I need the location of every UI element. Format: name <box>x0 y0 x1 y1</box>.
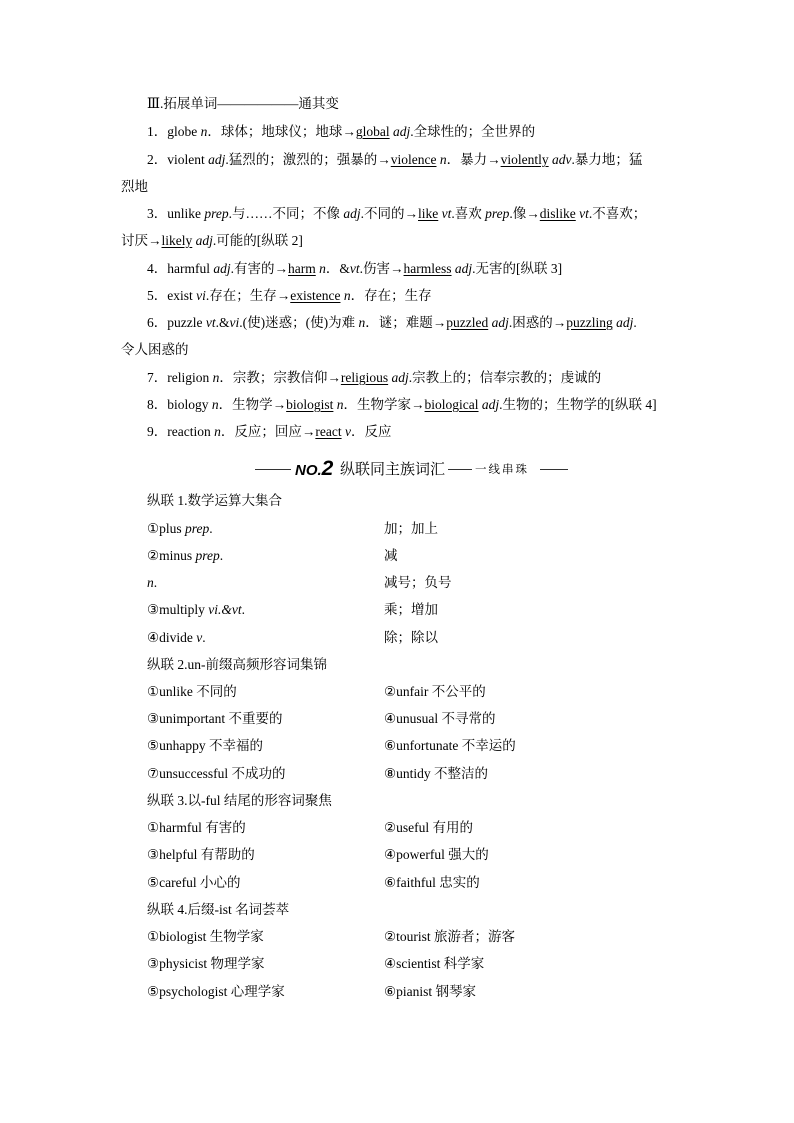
answer-blank: violence <box>390 152 437 167</box>
group3-item: ②useful 有用的 <box>384 820 473 835</box>
group-heading-2: 纵联 2.un-前缀高频形容词集锦 <box>147 657 327 672</box>
answer-blank: puzzled <box>446 315 489 330</box>
group1-word-5: ④divide v. <box>147 630 206 645</box>
group3-item: ⑤careful 小心的 <box>147 875 241 890</box>
answer-blank: global <box>355 124 390 139</box>
banner-rule-left <box>255 469 291 470</box>
group3-item: ①harmful 有害的 <box>147 820 246 835</box>
answer-blank: react <box>315 424 342 439</box>
vocab-item-6: 6．puzzle vt.&vi.(使)迷惑；(使)为难 n．谜；难题→puzzled adj.困惑的→puzzling adj. <box>147 315 637 330</box>
answer-blank: harm <box>288 261 316 276</box>
group-heading-1: 纵联 1.数学运算大集合 <box>147 493 282 508</box>
group1-meaning-5: 除；除以 <box>384 630 438 645</box>
group4-item: ②tourist 旅游者；游客 <box>384 929 515 944</box>
answer-blank: biologist <box>286 397 334 412</box>
group2-item: ②unfair 不公平的 <box>384 684 486 699</box>
answer-blank: puzzling <box>566 315 613 330</box>
group3-item: ④powerful 强大的 <box>384 847 489 862</box>
answer-blank: likely <box>161 233 193 248</box>
vocab-item-2-cont: 烈地 <box>121 179 148 194</box>
group4-item: ③physicist 物理学家 <box>147 956 265 971</box>
group1-word-4: ③multiply vi.&vt. <box>147 602 245 617</box>
group4-item: ④scientist 科学家 <box>384 956 485 971</box>
vocab-item-5: 5．exist vi.存在；生存→existence n．存在；生存 <box>147 288 432 303</box>
answer-blank: like <box>418 206 439 221</box>
group2-item: ①unlike 不同的 <box>147 684 237 699</box>
answer-blank: biological <box>424 397 479 412</box>
group1-meaning-4: 乘；增加 <box>384 602 438 617</box>
group4-item: ⑤psychologist 心理学家 <box>147 984 285 999</box>
answer-blank: dislike <box>539 206 576 221</box>
group2-item: ④unusual 不寻常的 <box>384 711 496 726</box>
answer-blank: religious <box>340 370 389 385</box>
vocab-item-7: 7．religion n．宗教；宗教信仰→religious adj.宗教上的；信奉宗教的；虔诚的 <box>147 370 602 385</box>
group4-item: ⑥pianist 钢琴家 <box>384 984 476 999</box>
group1-word-1: ①plus prep. <box>147 521 213 536</box>
group1-word-3: n. <box>147 575 158 590</box>
group2-item: ⑤unhappy 不幸福的 <box>147 738 263 753</box>
vocab-item-2: 2．violent adj.猛烈的；激烈的；强暴的→violence n．暴力→violently adv.暴力地；猛 <box>147 152 643 167</box>
vocab-item-3-cont: 讨厌→likely adj.可能的[纵联 2] <box>121 233 303 248</box>
group-heading-3: 纵联 3.以-ful 结尾的形容词聚焦 <box>147 793 332 808</box>
group4-item: ①biologist 生物学家 <box>147 929 264 944</box>
group1-meaning-2: 减 <box>384 548 398 563</box>
group3-item: ③helpful 有帮助的 <box>147 847 255 862</box>
answer-blank: violently <box>500 152 549 167</box>
group2-item: ⑦unsuccessful 不成功的 <box>147 766 286 781</box>
banner-title: 纵联同主族词汇 <box>340 460 446 478</box>
group2-item: ⑧untidy 不整洁的 <box>384 766 488 781</box>
group1-meaning-3: 减号；负号 <box>384 575 452 590</box>
banner-rule-mid <box>448 469 472 470</box>
vocab-item-9: 9．reaction n．反应；回应→react v．反应 <box>147 424 392 439</box>
group2-item: ③unimportant 不重要的 <box>147 711 283 726</box>
group-heading-4: 纵联 4.后缀-ist 名词荟萃 <box>147 902 290 917</box>
vocab-item-1: 1．globe n．球体；地球仪；地球→global adj.全球性的；全世界的 <box>147 124 536 139</box>
group1-meaning-1: 加；加上 <box>384 521 438 536</box>
answer-blank: existence <box>290 288 341 303</box>
group2-item: ⑥unfortunate 不幸运的 <box>384 738 516 753</box>
vocab-item-3: 3．unlike prep.与……不同；不像 adj.不同的→like vt.喜欢 prep.像→dislike vt.不喜欢； <box>147 206 647 221</box>
group3-item: ⑥faithful 忠实的 <box>384 875 480 890</box>
banner-rule-right <box>540 469 568 470</box>
vocab-item-4: 4．harmful adj.有害的→harm n．&vt.伤害→harmless adj.无害的[纵联 3] <box>147 261 563 276</box>
section-banner <box>0 458 794 480</box>
vocab-item-6-cont: 令人困惑的 <box>121 342 189 357</box>
group1-word-2: ②minus prep. <box>147 548 224 563</box>
banner-number: NO.2 <box>295 457 334 480</box>
vocab-item-8: 8．biology n．生物学→biologist n．生物学家→biological adj.生物的；生物学的[纵联 4] <box>147 397 657 412</box>
banner-subtitle: 一线串珠 <box>475 462 529 476</box>
answer-blank: harmless <box>403 261 452 276</box>
section-heading: Ⅲ.拓展单词——————通其变 <box>147 96 339 111</box>
